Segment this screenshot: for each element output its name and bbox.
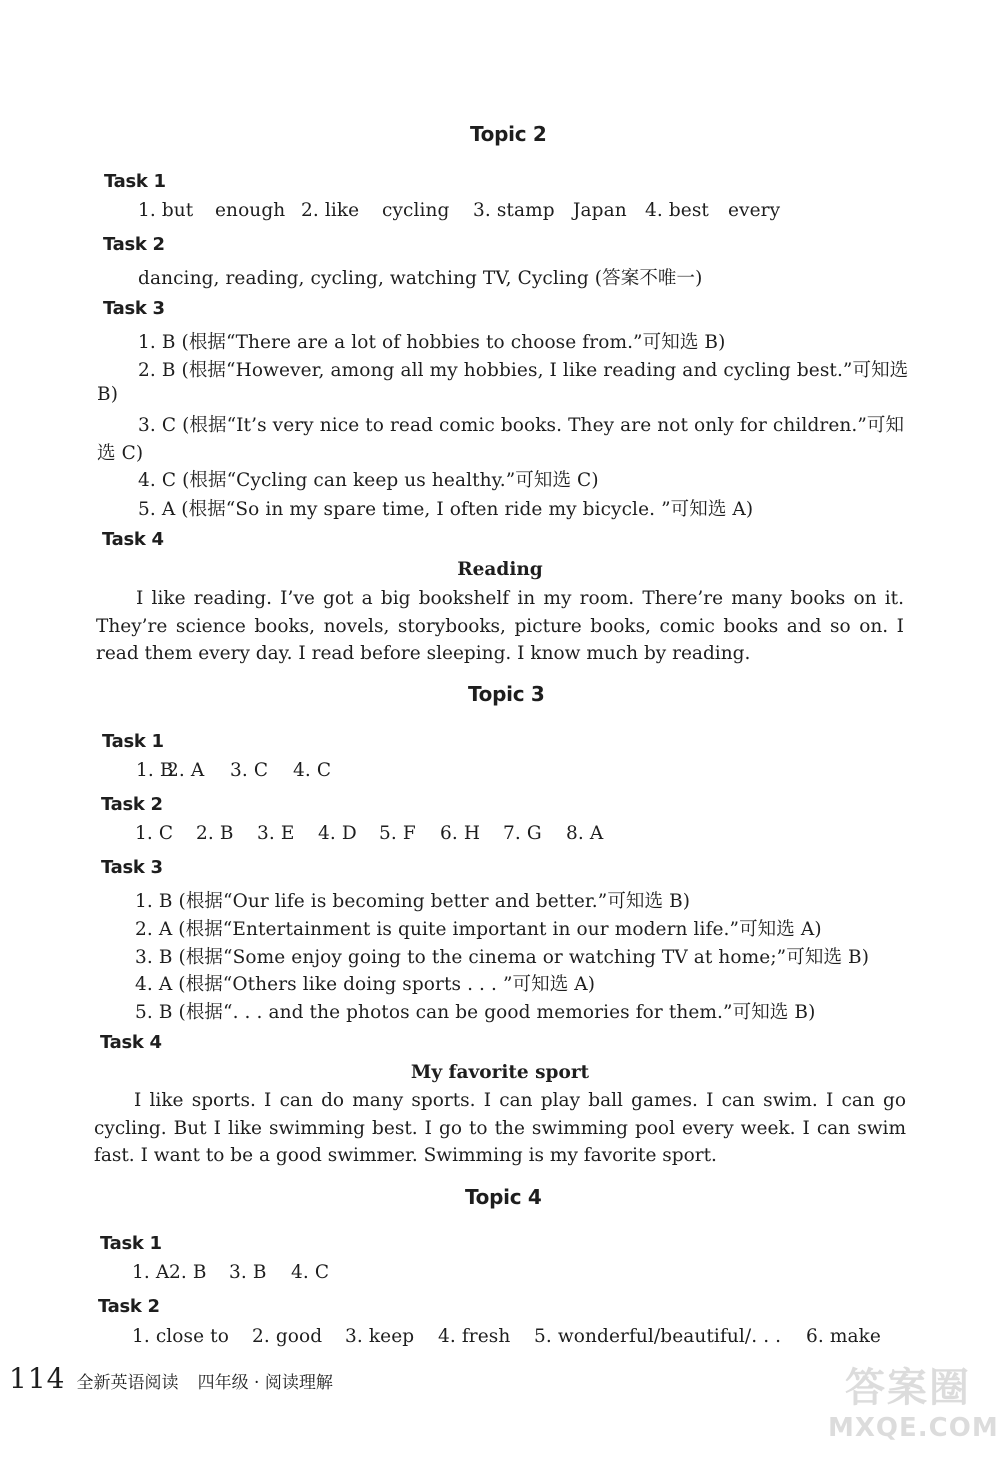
topic4-task2-answers <box>132 1326 881 1347</box>
book-title: 全新英语阅读 <box>76 1373 179 1393</box>
answer-item: 8. A <box>566 823 604 844</box>
answer-item: 3. B <box>229 1262 267 1283</box>
topic2-task3-line: 2. B (根据“However, among all my hobbies, I like reading and cycling best.”可知选 <box>138 360 909 381</box>
topic3-task2-answers <box>135 823 603 844</box>
answer-item: 7. G <box>503 823 542 844</box>
topic4-task1-answers <box>132 1262 329 1283</box>
topic2-task1-answers <box>138 200 780 221</box>
topic3-task4-label: Task 4 <box>100 1032 162 1053</box>
topic3-task3-line: 4. A (根据“Others like doing sports . . . ”可知选 A) <box>135 974 596 995</box>
answer-item: 2. B <box>196 823 234 844</box>
answer-item: 6. H <box>440 823 481 844</box>
answer-item: 4. D <box>318 823 357 844</box>
page-footer <box>9 1362 333 1395</box>
topic4-task1-label: Task 1 <box>100 1233 162 1254</box>
topic3-task3-line: 2. A (根据“Entertainment is quite important in our modern life.”可知选 A) <box>135 919 822 940</box>
topic3-task3-label: Task 3 <box>101 857 163 878</box>
grade-label: 四年级 · 阅读理解 <box>197 1373 333 1393</box>
topic2-task2-text: dancing, reading, cycling, watching TV, Cycling (答案不唯一) <box>138 268 703 289</box>
answer-item: 3. C <box>230 760 269 781</box>
answer-item: 2. like <box>301 200 360 221</box>
topic3-title: Topic 3 <box>468 682 545 706</box>
answer-item: 2. good <box>252 1326 323 1347</box>
answer-item: 4. best <box>645 200 709 221</box>
topic3-task1-answers <box>136 760 331 781</box>
site-watermark <box>828 1356 999 1456</box>
topic4-task2-label: Task 2 <box>98 1296 160 1317</box>
topic3-task3-line: 1. B (根据“Our life is becoming better and better.”可知选 B) <box>135 891 691 912</box>
topic2-task3-line: 4. C (根据“Cycling can keep us healthy.”可知选 C) <box>138 470 599 491</box>
answer-item: 3. E <box>257 823 295 844</box>
topic2-task3-line: 5. A (根据“So in my spare time, I often ride my bicycle. ”可知选 A) <box>138 499 754 520</box>
answer-item: 6. make <box>806 1326 881 1347</box>
answer-item: 3. stamp <box>473 200 555 221</box>
topic2-task3-line: 1. B (根据“There are a lot of hobbies to choose from.”可知选 B) <box>138 332 726 353</box>
answer-item: 1. A <box>132 1262 170 1283</box>
answer-item: 2. A <box>167 760 205 781</box>
topic2-task4-label: Task 4 <box>102 529 164 550</box>
answer-item: 3. keep <box>345 1326 415 1347</box>
topic3-task3-line: 5. B (根据“. . . and the photos can be good memories for them.”可知选 B) <box>135 1002 816 1023</box>
answer-item: 1. but <box>138 200 194 221</box>
topic3-essay-paragraph: I like sports. I can do many sports. I can play ball games. I can swim. I can go cycling. But I like swimming best. I go to the swimming pool every week. I can swim fast. I want to be a good swimmer. Swimming is my favorite sport. <box>94 1090 906 1166</box>
topic2-task3-line: 选 C) <box>97 443 144 464</box>
answer-item: 4. C <box>293 760 332 781</box>
topic2-essay-paragraph: I like reading. I’ve got a big bookshelf in my room. There’re many books on it. They’re science books, novels, storybooks, picture books, comic books and so on. I read them every day. I read before sleeping. I know much by reading. <box>96 588 904 664</box>
answer-item: enough <box>215 200 286 221</box>
topic2-essay-heading: Reading <box>457 559 543 580</box>
watermark-logo-text: 答案圈 <box>845 1365 971 1411</box>
answer-item: every <box>728 200 781 221</box>
topic2-title: Topic 2 <box>470 122 547 146</box>
page-number: 114 <box>9 1362 66 1395</box>
topic2-task2-label: Task 2 <box>103 234 165 255</box>
topic3-task2-label: Task 2 <box>101 794 163 815</box>
answer-item: 1. B <box>136 760 174 781</box>
answer-item: cycling <box>382 200 450 221</box>
topic2-task1-label: Task 1 <box>104 171 166 192</box>
answer-item: Japan <box>573 200 627 221</box>
topic4-title: Topic 4 <box>465 1185 542 1209</box>
topic3-task3-line: 3. B (根据“Some enjoy going to the cinema or watching TV at home;”可知选 B) <box>135 947 870 968</box>
topic3-task1-label: Task 1 <box>102 731 164 752</box>
answer-item: 2. B <box>169 1262 207 1283</box>
answer-item: 1. close to <box>132 1326 229 1347</box>
watermark-url: MXQE.COM <box>828 1413 999 1443</box>
topic2-task3-line: B) <box>97 384 119 405</box>
topic2-task3-label: Task 3 <box>103 298 165 319</box>
answer-item: 5. wonderful/beautiful/. . . <box>534 1326 782 1347</box>
answer-item: 5. F <box>379 823 416 844</box>
answer-item: 4. fresh <box>438 1326 511 1347</box>
answer-item: 1. C <box>135 823 174 844</box>
topic3-essay-heading: My favorite sport <box>410 1062 590 1083</box>
topic2-task3-line: 3. C (根据“It’s very nice to read comic books. They are not only for children.”可知 <box>138 415 905 436</box>
answer-item: 4. C <box>291 1262 330 1283</box>
